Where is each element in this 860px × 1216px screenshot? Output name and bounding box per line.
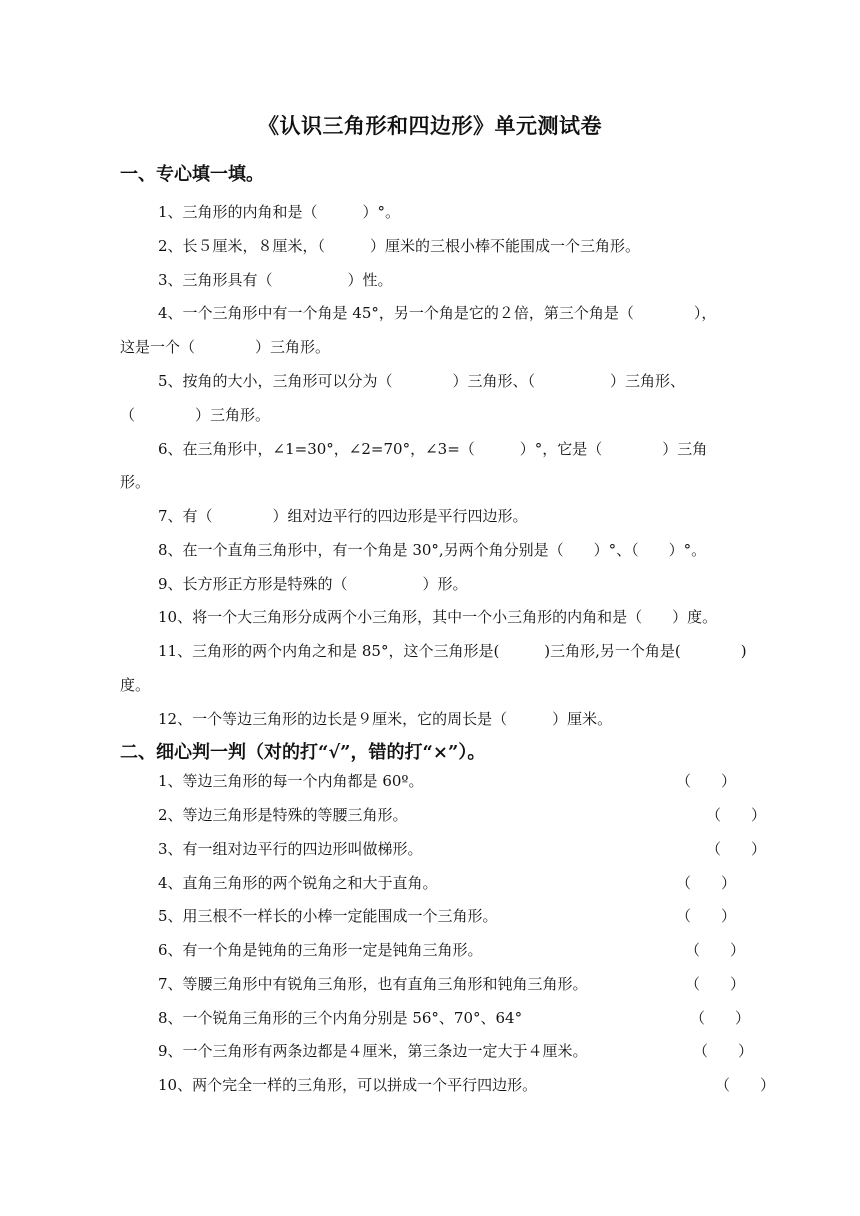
question-7: 7、有（ ）组对边平行的四边形是平行四边形。 <box>158 507 528 525</box>
answer-paren-5: （ ） <box>676 907 737 925</box>
question-5: 5、按角的大小，三角形可以分为（ ）三角形、（ ）三角形、 <box>158 372 686 390</box>
answer-paren-2: （ ） <box>706 806 767 824</box>
question-10: 10、将一个大三角形分成两个小三角形，其中一个小三角形的内角和是（ ）度。 <box>158 608 718 626</box>
question-11-continued: 度。 <box>120 676 151 694</box>
answer-paren-3: （ ） <box>706 840 767 858</box>
judge-item-6: 6、有一个角是钝角的三角形一定是钝角三角形。 <box>158 941 483 959</box>
question-12: 12、一个等边三角形的边长是９厘米，它的周长是（ ）厘米。 <box>158 710 613 728</box>
judge-item-1: 1、等边三角形的每一个内角都是 60º。 <box>158 772 424 790</box>
judge-item-4: 4、直角三角形的两个锐角之和大于直角。 <box>158 874 438 892</box>
section-2-heading: 二、细心判一判（对的打“√”，错的打“×”）。 <box>120 742 486 763</box>
question-4-continued: 这是一个（ ）三角形。 <box>120 338 331 356</box>
judge-item-9: 9、一个三角形有两条边都是４厘米，第三条边一定大于４厘米。 <box>158 1042 588 1060</box>
answer-paren-7: （ ） <box>685 975 746 993</box>
judge-item-3: 3、有一组对边平行的四边形叫做梯形。 <box>158 840 423 858</box>
question-3: 3、三角形具有（ ）性。 <box>158 271 393 289</box>
question-9: 9、长方形正方形是特殊的（ ）形。 <box>158 575 468 593</box>
question-6: 6、在三角形中，∠1=30°，∠2=70°，∠3=（ ）°，它是（ ）三角 <box>158 440 708 458</box>
answer-paren-6: （ ） <box>685 941 746 959</box>
page-title: 《认识三角形和四边形》单元测试卷 <box>258 113 602 138</box>
judge-item-10: 10、两个完全一样的三角形，可以拼成一个平行四边形。 <box>158 1076 538 1094</box>
answer-paren-10: （ ） <box>715 1076 776 1094</box>
question-11: 11、三角形的两个内角之和是 85°，这个三角形是( )三角形,另一个角是( ) <box>158 642 747 660</box>
answer-paren-8: （ ） <box>690 1009 751 1027</box>
judge-item-7: 7、等腰三角形中有锐角三角形，也有直角三角形和钝角三角形。 <box>158 975 588 993</box>
question-8: 8、在一个直角三角形中，有一个角是 30°,另两个角分别是（ ）°、（ ）°。 <box>158 541 707 559</box>
judge-item-2: 2、等边三角形是特殊的等腰三角形。 <box>158 806 408 824</box>
answer-paren-1: （ ） <box>676 772 737 790</box>
question-4: 4、一个三角形中有一个角是 45°，另一个角是它的２倍，第三个角是（ ）， <box>158 304 717 322</box>
question-2: 2、长５厘米，８厘米，（ ）厘米的三根小棒不能围成一个三角形。 <box>158 237 641 255</box>
answer-paren-4: （ ） <box>676 874 737 892</box>
question-5-continued: （ ）三角形。 <box>120 406 271 424</box>
section-1-heading: 一、专心填一填。 <box>120 164 264 185</box>
answer-paren-9: （ ） <box>693 1042 754 1060</box>
judge-item-5: 5、用三根不一样长的小棒一定能围成一个三角形。 <box>158 907 498 925</box>
judge-item-8: 8、一个锐角三角形的三个内角分别是 56°、70°、64° <box>158 1009 523 1027</box>
question-1: 1、三角形的内角和是（ ）°。 <box>158 203 401 221</box>
question-6-continued: 形。 <box>120 473 151 491</box>
